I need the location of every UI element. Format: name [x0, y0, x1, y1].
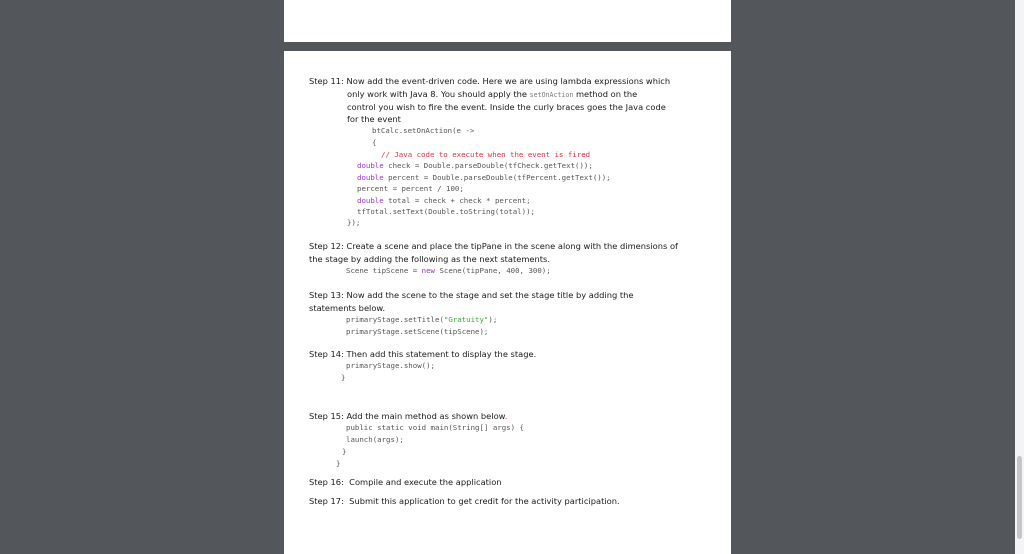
step-text-period: . [504, 411, 508, 421]
code-line: Scene tipScene = [346, 266, 422, 275]
code-line: tfTotal.setText(Double.toString(total)); [357, 207, 535, 216]
code-line: } [342, 447, 347, 456]
code-keyword: double [357, 161, 384, 170]
step-text: only work with Java 8. You should apply the [347, 89, 530, 99]
code-line: } [336, 459, 341, 468]
code-line: btCalc.setOnAction(e -> [372, 126, 475, 135]
step-label: Step 12: [309, 241, 344, 251]
code-line: percent = Double.parseDouble(tfPercent.getText()); [383, 173, 611, 182]
code-line: percent = percent / 100; [357, 184, 464, 193]
scrollbar-thumb[interactable] [1017, 456, 1022, 539]
step-label: Step 14: [309, 349, 344, 359]
step-text: Now add the scene to the stage and set the stage title by adding the [346, 290, 634, 300]
step-label: Step 13: [309, 290, 344, 300]
code-line: total = check + check * percent; [383, 196, 531, 205]
step-text: Add the main method as shown below [346, 411, 505, 421]
code-line: primaryStage.show(); [346, 361, 435, 370]
previous-page [284, 0, 731, 42]
code-keyword: double [357, 173, 384, 182]
code-line: Scene(tipPane, 400, 300); [435, 266, 551, 275]
step-text: Then add this statement to display the stage. [346, 349, 537, 359]
code-line: ); [488, 315, 498, 324]
step-text: method on the [573, 89, 638, 99]
code-line: launch(args); [346, 435, 404, 444]
code-line: { [372, 138, 377, 147]
code-line: check = Double.parseDouble(tfCheck.getText()); [383, 161, 593, 170]
step-text: for the event [347, 114, 401, 124]
code-line: public static void main(String[] args) { [346, 423, 524, 432]
code-string: "Gratuity" [443, 315, 489, 324]
step-label: Step 11: [309, 76, 344, 86]
step-text: Submit this application to get credit for the activity participation. [349, 496, 620, 506]
code-line: primaryStage.setTitle( [346, 315, 444, 324]
step-text: the stage by adding the following as the next statements. [309, 254, 551, 264]
step-label: Step 17: [309, 496, 344, 506]
code-keyword: double [357, 196, 384, 205]
code-line: }); [347, 218, 361, 227]
step-text: control you wish to fire the event. Inside the curly braces goes the Java code [347, 102, 666, 112]
step-text: Create a scene and place the tipPane in the scene along with the dimensions of [346, 241, 678, 251]
step-text: statements below. [309, 303, 386, 313]
inline-code: setOnAction [529, 91, 574, 99]
step-label: Step 16: [309, 477, 344, 487]
step-label: Step 15: [309, 411, 344, 421]
step-text: Now add the event-driven code. Here we are using lambda expressions which [346, 76, 671, 86]
code-line: primaryStage.setScene(tipScene); [346, 327, 489, 336]
code-keyword: new [421, 266, 436, 275]
code-comment: // Java code to execute when the event is fired [381, 150, 591, 159]
code-line: } [341, 373, 346, 382]
step-text: Compile and execute the application [349, 477, 502, 487]
